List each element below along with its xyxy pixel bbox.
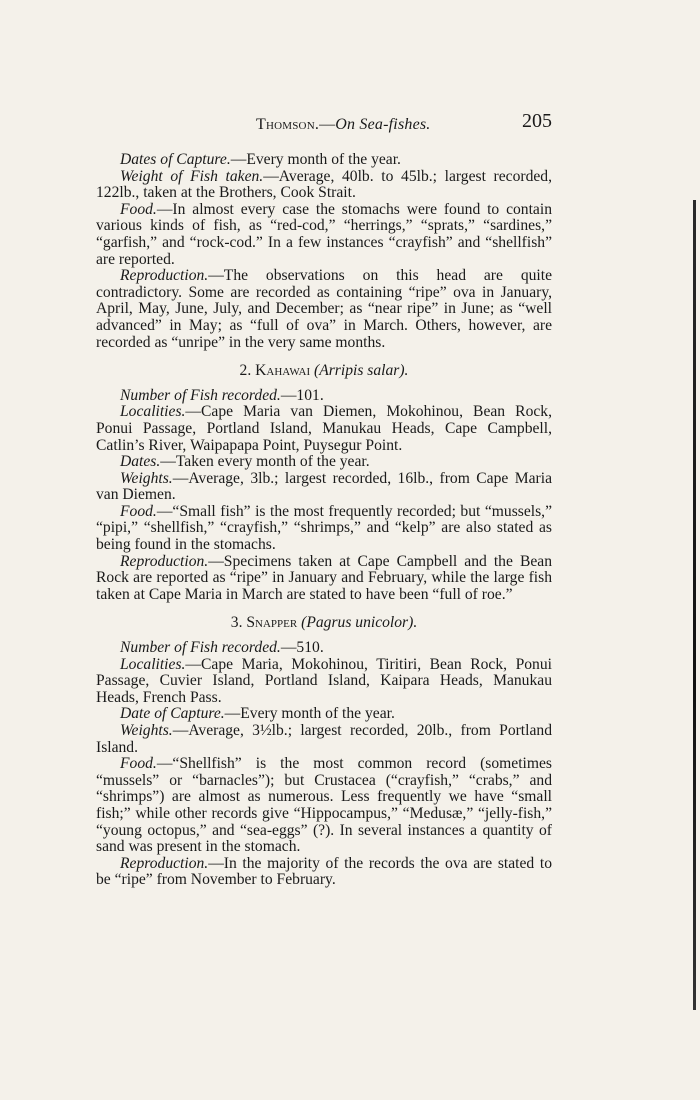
entry-label: Number of Fish recorded. [120, 639, 281, 657]
paragraph-localities [96, 404, 552, 454]
entry-text: —Average, 3½lb.; largest recorded, 20lb., from Portland Island. [96, 722, 552, 756]
entry-label: Number of Fish recorded. [120, 386, 281, 404]
article-title: On Sea-fishes. [335, 116, 431, 133]
intro-section [96, 152, 552, 351]
entry-label: Dates of Capture. [120, 151, 231, 168]
entry-label: Date of Capture. [120, 705, 225, 723]
entry-text: —In almost every case the stomachs were found to contain various kinds of fish, as “red-cod,” “herrings,” “sprats,” “sardines,” “garfish,” and “rock-cod.” In a few instances “crayfish” and “shellfish” are reported. [96, 200, 552, 268]
paragraph-reproduction [96, 856, 552, 889]
paragraph-food [96, 504, 552, 554]
entry-text: —In the majority of the records the ova are stated to be “ripe” from November to February. [96, 854, 552, 889]
title-separator: — [319, 116, 336, 133]
entry-label: Reproduction. [120, 552, 209, 570]
section-latin-name: (Arripis salar). [314, 362, 409, 380]
page-number: 205 [522, 110, 552, 132]
entry-text: —Cape Maria, Mokohinou, Tiritiri, Bean Rock, Ponui Passage, Cuvier Island, Portland Island, Kaipara Heads, Manukau Heads, French Pass. [96, 655, 552, 706]
running-title [256, 116, 431, 134]
entry-text: —The observations on this head are quite contradictory. Some are recorded as containing “ripe” ova in January, April, May, June, July, and December; as “near ripe” in June; as “well advanced” in May; as “full of ova” in March. Others, however, are recorded as “unripe” in the very same months. [96, 267, 552, 351]
entry-label: Weights. [120, 469, 173, 487]
entry-label: Reproduction. [120, 267, 209, 285]
book-page [96, 110, 552, 889]
section-latin-name: (Pagrus unicolor). [301, 614, 418, 632]
section-kahawai [96, 363, 552, 603]
paragraph-dates-of-capture [96, 152, 552, 169]
entry-text: —Cape Maria van Diemen, Mokohinou, Bean Rock, Ponui Passage, Portland Island, Manukau Heads, Cape Campbell, Catlin’s River, Waipapapa Point, Puysegur Point. [96, 403, 552, 454]
paragraph-number-recorded [96, 640, 552, 657]
section-number: 2. [239, 362, 252, 380]
section-snapper [96, 615, 552, 889]
paragraph-food [96, 756, 552, 856]
page-header [96, 110, 552, 138]
entry-label: Reproduction. [120, 854, 209, 872]
section-heading [96, 615, 552, 632]
entry-label: Weights. [120, 722, 173, 739]
author-name: Thomson. [256, 116, 320, 133]
content-body [96, 152, 552, 889]
paragraph-number-recorded [96, 388, 552, 405]
section-common-name: Snapper [246, 614, 298, 632]
paragraph-weight [96, 169, 552, 202]
entry-text: —Specimens taken at Cape Campbell and the Bean Rock are reported as “ripe” in January and February, while the large fish taken at Cape Maria in March are stated to have been “full of roe.” [96, 552, 552, 603]
entry-text: —“Shellfish” is the most common record (sometimes “mussels” or “barnacles”); but Crustacea (“crayfish,” “crabs,” and “shrimps”) are almost as numerous. Less frequently we have “small fish;” while other records give “Hippocampus,” “Medusæ,” “jelly-fish,” “young octopus,” and “sea-eggs” (?). In several instances a quantity of sand was present in the stomach. [96, 755, 552, 856]
entry-label: Weight of Fish taken. [120, 167, 264, 185]
entry-text: —101. [280, 386, 324, 404]
entry-text: —Taken every month of the year. [160, 453, 370, 471]
entry-label: Food. [120, 502, 157, 520]
entry-label: Food. [120, 755, 157, 773]
entry-text: —“Small fish” is the most frequently recorded; but “mussels,” “pipi,” “shellfish,” “crayfish,” “shrimps,” and “kelp” are also stated as being found in the stomachs. [96, 502, 552, 554]
entry-text: —510. [280, 639, 324, 657]
paragraph-reproduction [96, 268, 552, 351]
paragraph-localities [96, 657, 552, 707]
entry-text: —Every month of the year. [224, 705, 395, 723]
section-number: 3. [230, 614, 243, 632]
entry-label: Localities. [120, 403, 186, 421]
entry-label: Dates. [120, 453, 161, 471]
section-common-name: Kahawai [255, 362, 311, 380]
paragraph-dates [96, 454, 552, 471]
page-edge-shadow [693, 200, 696, 1010]
paragraph-food [96, 202, 552, 268]
paragraph-weights [96, 723, 552, 756]
entry-text: —Average, 3lb.; largest recorded, 16lb., from Cape Maria van Diemen. [96, 469, 552, 504]
paragraph-reproduction [96, 554, 552, 604]
paragraph-date-of-capture [96, 706, 552, 723]
entry-text: —Average, 40lb. to 45lb.; largest recorded, 122lb., taken at the Brothers, Cook Strait. [96, 167, 552, 202]
entry-text: —Every month of the year. [230, 151, 401, 168]
entry-label: Food. [120, 200, 157, 218]
section-heading [96, 363, 552, 380]
paragraph-weights [96, 471, 552, 504]
entry-label: Localities. [120, 655, 186, 673]
